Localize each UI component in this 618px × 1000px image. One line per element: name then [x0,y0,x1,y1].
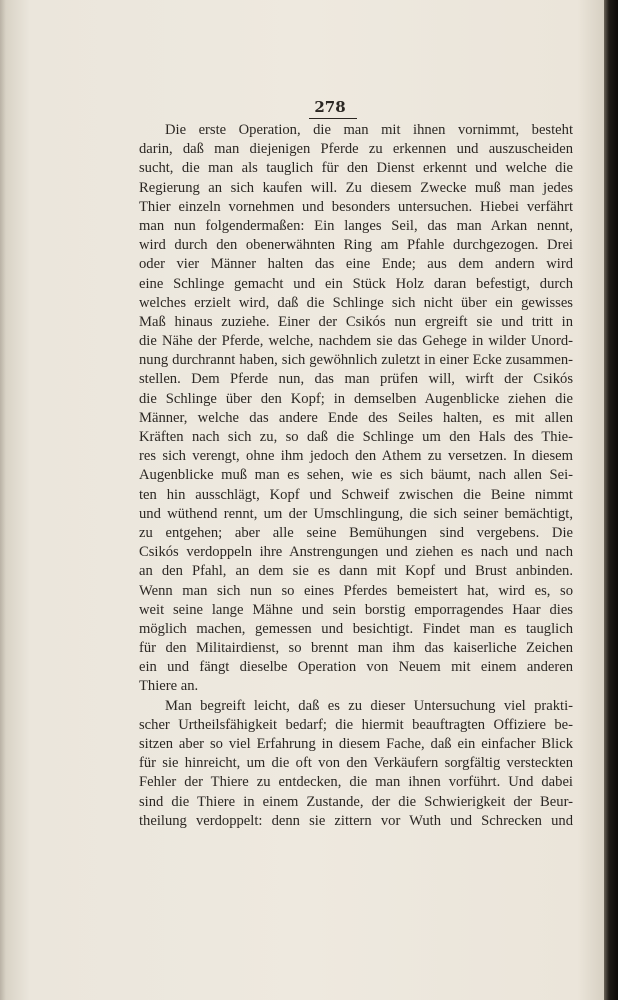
text-line: Regierung an sich kaufen will. Zu diesem Zwecke muß man jedes [139,179,573,196]
paragraph [139,121,573,697]
text-line: Thiere an. [139,678,199,695]
text-line: eine Schlinge gemacht und ein Stück Holz daran befestigt, durch [139,275,573,292]
text-line: Man begreift leicht, daß es zu dieser Untersuchung viel prakti- [165,697,573,714]
text-line: die Schlinge über den Kopf; in demselben Augenblicke ziehen die [139,390,573,407]
text-line: zu entgehen; aber alle seine Bemühungen sind vergebens. Die [139,524,573,541]
page-number: 278 [314,98,346,116]
text-line: für sie hinreicht, um die oft von den Verkäufern sorgfältig versteckten [139,755,573,772]
text-line: Wenn man sich nun so eines Pferdes bemeistert hat, wird es, so [139,582,573,599]
text-line: ten hin ausschlägt, Kopf und Schweif zwischen die Beine nimmt [139,486,573,503]
text-line: Männer, welche das andere Ende des Seiles halten, es mit allen [139,409,573,426]
page-number-rule [309,118,357,119]
text-line: nung durchrannt haben, sich gewöhnlich zuletzt in einer Ecke zusammen- [139,352,573,369]
text-line: sucht, die man als tauglich für den Dienst erkennt und welche die [139,160,573,177]
text-line: Thier einzeln vornehmen und besonders untersuchen. Hiebei verfährt [139,198,573,215]
text-line: welches erzielt wird, daß die Schlinge sich nicht über ein gewisses [139,294,573,311]
text-line: Maß hinaus zuziehe. Einer der Csikós nun ergreift sie und tritt in [139,313,573,330]
text-line: res sich verengt, ohne ihm jedoch den Athem zu versetzen. In diesem [139,448,573,465]
text-line: für den Militairdienst, so brennt man ihm das kaiserliche Zeichen [139,640,573,657]
text-line: Csikós verdoppeln ihre Anstrengungen und ziehen es nach und nach [139,544,573,561]
text-line: sind die Thiere in einem Zustande, der die Schwierigkeit der Beur- [139,793,573,810]
text-line: Fehler der Thiere zu entdecken, die man ihnen vorführt. Und dabei [139,774,573,791]
text-line: oder vier Männer halten das eine Ende; aus dem andern wird [139,256,573,273]
text-line: Die erste Operation, die man mit ihnen vornimmt, besteht [165,122,573,138]
text-line: Augenblicke muß man es sehen, wie es sich bäumt, nach allen Sei- [139,467,573,484]
text-line: und wüthend rennt, um der Umschlingung, die sich seiner bemächtigt, [139,505,573,522]
body-text [139,121,573,831]
text-line: wird durch den obenerwähnten Ring am Pfahle durchgezogen. Drei [139,237,573,254]
text-line: Kräften nach sich zu, so daß die Schlinge um den Hals des Thie- [139,429,573,445]
paragraph [139,697,573,831]
text-line: sitzen aber so viel Erfahrung in diesem Fache, daß ein einfacher Blick [139,736,573,752]
text-line: darin, daß man diejenigen Pferde zu erkennen und auszuscheiden [139,141,573,158]
text-line: möglich machen, gemessen und besichtigt. Findet man es tauglich [139,620,573,637]
text-line: scher Urtheilsfähigkeit bedarf; die hiermit beauftragten Offiziere be- [139,716,573,733]
text-line: man nun folgendermaßen: Ein langes Seil, das man Arkan nennt, [139,217,573,234]
text-line: weit seine lange Mähne und sein borstig emporragendes Haar dies [139,601,573,618]
text-line: an den Pfahl, an dem sie es dann mit Kopf und Brust anbinden. [139,563,573,580]
scan-edge [604,0,618,1000]
text-line: ein und fängt dieselbe Operation von Neuem mit einem anderen [139,659,573,676]
text-line: stellen. Dem Pferde nun, das man prüfen will, wirft der Csikós [139,371,573,388]
text-line: die Nähe der Pferde, welche, nachdem sie das Gehege in wilder Unord- [139,333,573,350]
text-line: theilung verdoppelt: denn sie zittern vor Wuth und Schrecken und [139,812,573,829]
